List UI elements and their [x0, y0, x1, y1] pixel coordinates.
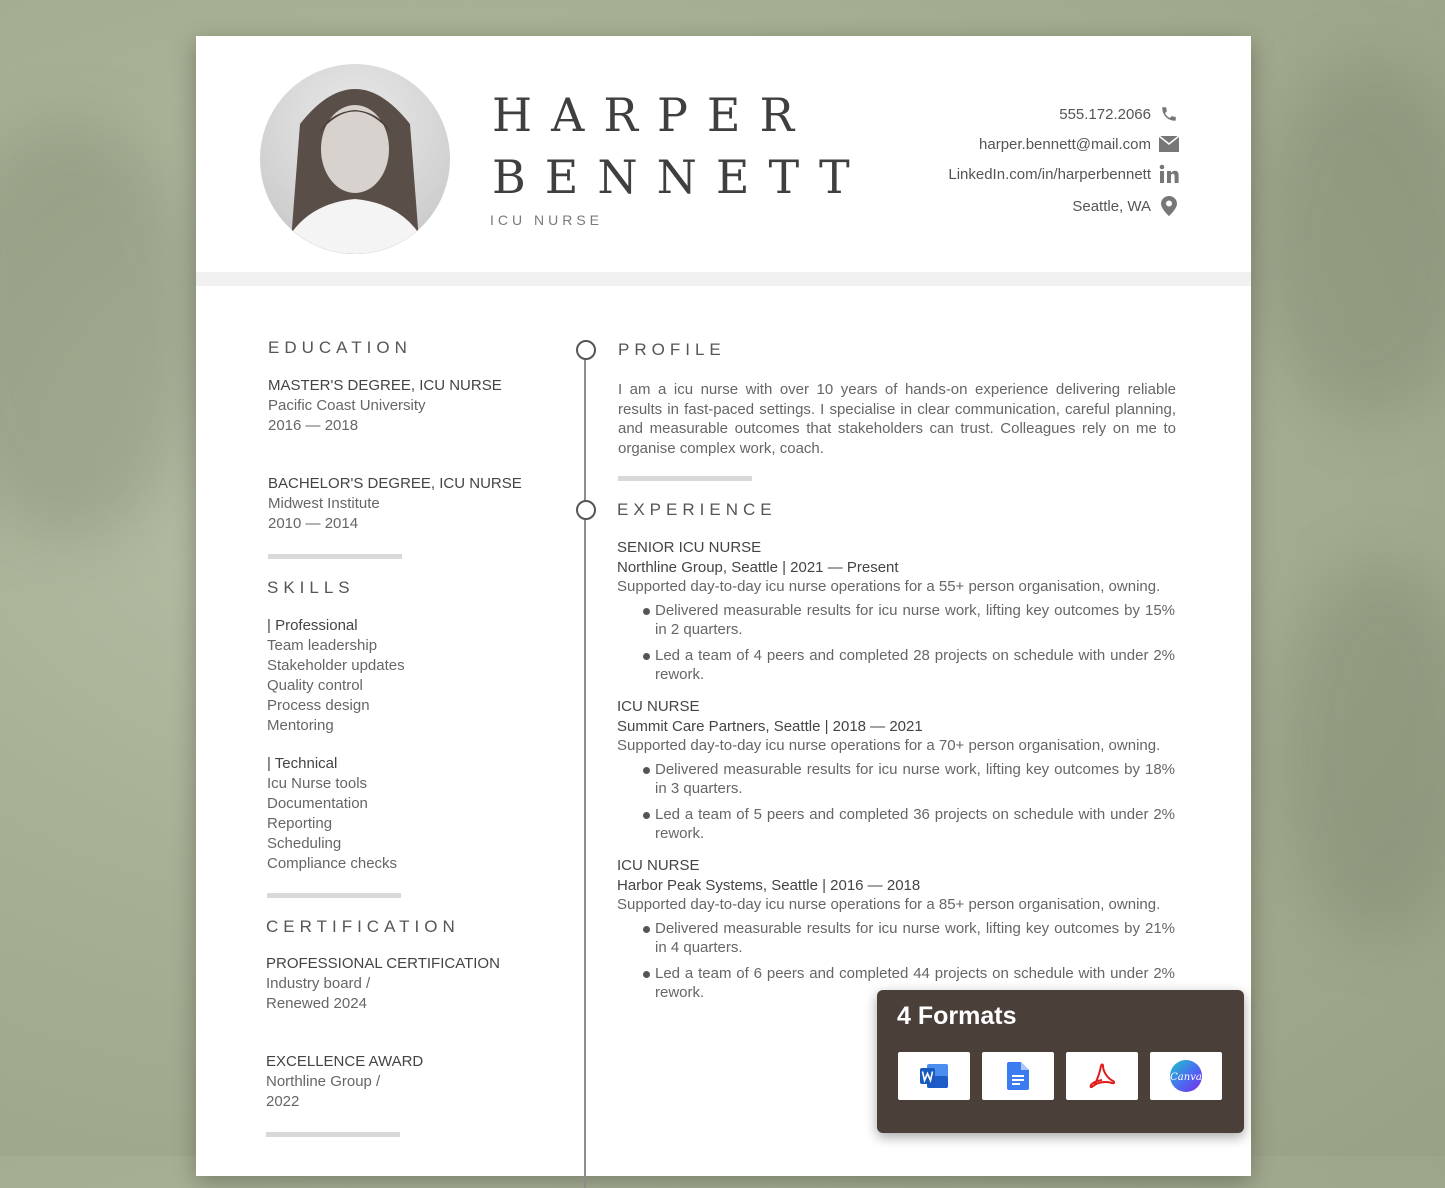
school-name: Midwest Institute: [268, 495, 380, 512]
contact-email: [979, 134, 1179, 154]
location-text: Seattle, WA: [1072, 197, 1151, 215]
job-role: ICU NURSE: [617, 857, 700, 874]
certification-item: [266, 1052, 536, 1112]
certification-date: Renewed 2024: [266, 995, 367, 1012]
education-heading: EDUCATION: [268, 338, 412, 357]
job-bullet: Delivered measurable results for icu nurse work, lifting key outcomes by 15% in 2 quarters.: [655, 601, 1175, 638]
certification-item: [266, 954, 536, 1014]
section-divider: [266, 1132, 400, 1137]
pdf-icon: [1088, 1062, 1116, 1090]
certification-issuer: Northline Group /: [266, 1073, 381, 1090]
job-bullets: [617, 601, 1175, 685]
background-shadow: [1280, 560, 1445, 940]
skill-item: Mentoring: [267, 717, 334, 734]
experience-section: [617, 538, 1175, 1018]
job-summary: Supported day-to-day icu nurse operations for a 85+ person organisation, owning.: [617, 896, 1161, 913]
contact-location: [1072, 196, 1179, 216]
skills-heading: SKILLS: [267, 578, 355, 597]
profile-section: [618, 380, 1176, 458]
job-bullets: [617, 760, 1175, 844]
certification-heading: CERTIFICATION: [266, 917, 460, 936]
phone-icon: [1159, 104, 1179, 124]
job-title: ICU NURSE: [490, 212, 604, 228]
email-text: harper.bennett@mail.com: [979, 135, 1151, 153]
google-docs-format-tile[interactable]: [982, 1052, 1054, 1100]
skill-item: Reporting: [267, 815, 333, 832]
last-name: BENNETT: [492, 150, 869, 204]
certification-issuer: Industry board /: [266, 975, 371, 992]
skill-item: Stakeholder updates: [267, 657, 405, 674]
degree-years: 2016 — 2018: [268, 417, 359, 434]
profile-text: I am a icu nurse with over 10 years of hands-on experience delivering reliable results in fast-paced settings. I specialise in clear communication, careful planning, and measurable outcomes that stakeholders can trust. Colleagues rely on me to organise complex work, coach.: [618, 381, 1176, 457]
portrait-illustration: [260, 64, 450, 254]
job-company: Harbor Peak Systems, Seattle | 2016 — 2018: [617, 876, 921, 894]
skill-item: Process design: [267, 697, 370, 714]
job-company: Northline Group, Seattle | 2021 — Present: [617, 558, 899, 576]
timeline-node: [576, 500, 596, 520]
skill-item: Compliance checks: [267, 855, 398, 872]
job-summary: Supported day-to-day icu nurse operations for a 70+ person organisation, owning.: [617, 737, 1161, 754]
timeline-line: [584, 348, 586, 1188]
canva-icon: [1169, 1059, 1203, 1093]
formats-title: 4 Formats: [897, 1002, 1017, 1030]
job-company: Summit Care Partners, Seattle | 2018 — 2021: [617, 717, 923, 735]
background-shadow: [1260, 60, 1445, 420]
job-entry: [617, 856, 1175, 1009]
skills-group-label: | Professional: [267, 617, 358, 634]
linkedin-text: LinkedIn.com/in/harperbennett: [948, 165, 1151, 183]
job-bullet: Delivered measurable results for icu nurse work, lifting key outcomes by 21% in 4 quarters.: [655, 919, 1175, 956]
skill-item: Icu Nurse tools: [267, 775, 368, 792]
word-icon: [919, 1063, 949, 1089]
skills-group-technical: [267, 754, 537, 874]
job-role: ICU NURSE: [617, 698, 700, 715]
skill-item: Team leadership: [267, 637, 378, 654]
linkedin-icon: [1159, 164, 1179, 184]
experience-heading: EXPERIENCE: [617, 500, 777, 519]
school-name: Pacific Coast University: [268, 397, 426, 414]
profile-heading: PROFILE: [618, 340, 726, 359]
first-name: HARPER: [492, 88, 814, 142]
background-shadow: [0, 120, 200, 540]
skill-item: Documentation: [267, 795, 368, 812]
skills-group-label: | Technical: [267, 755, 338, 772]
job-entry: [617, 538, 1175, 691]
job-bullet: Led a team of 6 peers and completed 44 projects on schedule with under 2% rework.: [655, 964, 1175, 1001]
job-role: SENIOR ICU NURSE: [617, 539, 762, 556]
contact-linkedin: [948, 164, 1179, 184]
section-divider: [267, 893, 401, 898]
pdf-format-tile[interactable]: [1066, 1052, 1138, 1100]
degree-years: 2010 — 2014: [268, 515, 359, 532]
canva-label: Canva: [1170, 1072, 1202, 1083]
skill-item: Quality control: [267, 677, 363, 694]
envelope-icon: [1159, 134, 1179, 154]
phone-text: 555.172.2066: [1059, 105, 1151, 123]
degree-title: BACHELOR'S DEGREE, ICU NURSE: [268, 475, 522, 492]
job-bullet: Led a team of 4 peers and completed 28 projects on schedule with under 2% rework.: [655, 646, 1175, 683]
job-summary: Supported day-to-day icu nurse operations for a 55+ person organisation, owning.: [617, 578, 1161, 595]
location-pin-icon: [1159, 196, 1179, 216]
certification-name: EXCELLENCE AWARD: [266, 1053, 424, 1070]
skills-group-professional: [267, 616, 537, 736]
skill-item: Scheduling: [267, 835, 342, 852]
profile-photo: [260, 64, 450, 254]
job-bullet: Delivered measurable results for icu nurse work, lifting key outcomes by 18% in 3 quarters.: [655, 760, 1175, 797]
job-entry: [617, 697, 1175, 850]
job-bullet: Led a team of 5 peers and completed 36 projects on schedule with under 2% rework.: [655, 805, 1175, 842]
education-item: [268, 474, 538, 534]
formats-panel: [877, 990, 1244, 1133]
contact-phone: [1059, 104, 1179, 124]
header-divider: [196, 272, 1251, 286]
certification-date: 2022: [266, 1093, 300, 1110]
education-item: [268, 376, 538, 436]
section-divider: [268, 554, 402, 559]
word-format-tile[interactable]: [898, 1052, 970, 1100]
timeline-node: [576, 340, 596, 360]
degree-title: MASTER'S DEGREE, ICU NURSE: [268, 377, 502, 394]
section-divider: [618, 476, 752, 481]
certification-name: PROFESSIONAL CERTIFICATION: [266, 955, 500, 972]
canva-format-tile[interactable]: [1150, 1052, 1222, 1100]
google-docs-icon: [1007, 1062, 1029, 1090]
